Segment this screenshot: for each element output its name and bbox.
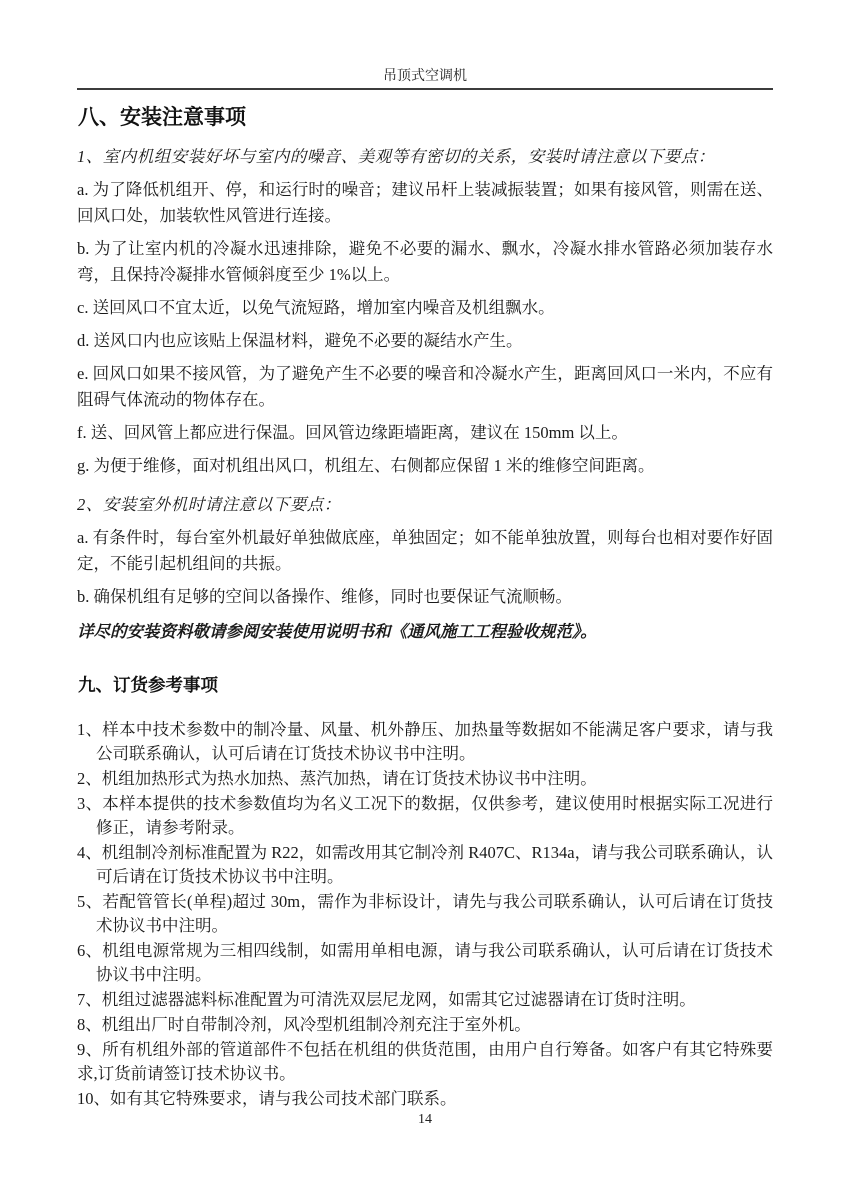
header-title: 吊顶式空调机 [383, 69, 467, 84]
order-item-9: 9、所有机组外部的管道部件不包括在机组的供货范围，由用户自行筹备。如客户有其它特殊要求,订货前请签订技术协议书。 [77, 1040, 773, 1083]
order-item-2: 2、机组加热形式为热水加热、蒸汽加热，请在订货技术协议书中注明。 [77, 769, 597, 788]
indoor-point-d: d. 送风口内也应该贴上保温材料，避免不必要的凝结水产生。 [77, 331, 523, 350]
indoor-install-note: 1、室内机组安装好坏与室内的噪音、美观等有密切的关系，安装时请注意以下要点： [77, 147, 715, 166]
indoor-point-f: f. 送、回风管上都应进行保温。回风管边缘距墙距离，建议在 150mm 以上。 [77, 423, 628, 442]
header-rule [77, 88, 773, 90]
install-reference-note: 详尽的安装资料敬请参阅安装使用说明书和《通风施工工程验收规范》。 [77, 622, 597, 641]
order-reference-list [77, 718, 773, 1111]
indoor-point-g: g. 为便于维修，面对机组出风口，机组左、右侧都应保留 1 米的维修空间距离。 [77, 456, 655, 475]
indoor-point-e: e. 回风口如果不接风管，为了避免产生不必要的噪音和冷凝水产生，距离回风口一米内，不应有阻碍气体流动的物体存在。 [77, 364, 773, 409]
order-item-6: 6、机组电源常规为三相四线制，如需用单相电源，请与我公司联系确认，认可后请在订货技术协议书中注明。 [77, 941, 773, 984]
section-8-title: 八、安装注意事项 [78, 106, 246, 129]
section-9-title: 九、订货参考事项 [78, 675, 218, 695]
order-item-4: 4、机组制冷剂标准配置为 R22，如需改用其它制冷剂 R407C、R134a，请与我公司联系确认，认可后请在订货技术协议书中注明。 [77, 843, 773, 886]
indoor-point-a: a. 为了降低机组开、停，和运行时的噪音；建议吊杆上装减振装置；如果有接风管，则需在送、回风口处，加装软性风管进行连接。 [77, 180, 773, 225]
outdoor-point-a: a. 有条件时，每台室外机最好单独做底座，单独固定；如不能单独放置，则每台也相对要作好固定，不能引起机组间的共振。 [77, 528, 773, 573]
document-body [77, 105, 773, 1111]
outdoor-point-b: b. 确保机组有足够的空间以备操作、维修，同时也要保证气流顺畅。 [77, 587, 572, 606]
order-item-10: 10、如有其它特殊要求，请与我公司技术部门联系。 [77, 1089, 457, 1108]
indoor-point-b: b. 为了让室内机的冷凝水迅速排除，避免不必要的漏水、飘水，冷凝水排水管路必须加装存水弯，且保持冷凝排水管倾斜度至少 1%以上。 [77, 239, 773, 284]
order-item-7: 7、机组过滤器滤料标准配置为可清洗双层尼龙网，如需其它过滤器请在订货时注明。 [77, 990, 696, 1009]
order-item-5: 5、若配管管长(单程)超过 30m，需作为非标设计，请先与我公司联系确认，认可后请在订货技术协议书中注明。 [77, 892, 773, 935]
order-item-8: 8、机组出厂时自带制冷剂，风冷型机组制冷剂充注于室外机。 [77, 1015, 531, 1034]
document-header [0, 0, 850, 85]
order-item-1: 1、样本中技术参数中的制冷量、风量、机外静压、加热量等数据如不能满足客户要求，请与我公司联系确认，认可后请在订货技术协议书中注明。 [77, 720, 773, 763]
page-number: 14 [418, 1112, 432, 1127]
order-item-3: 3、本样本提供的技术参数值均为名义工况下的数据，仅供参考，建议使用时根据实际工况进行修正，请参考附录。 [77, 794, 773, 837]
indoor-point-c: c. 送回风口不宜太近，以免气流短路，增加室内噪音及机组飘水。 [77, 298, 555, 317]
outdoor-install-note: 2、安装室外机时请注意以下要点： [77, 495, 341, 514]
